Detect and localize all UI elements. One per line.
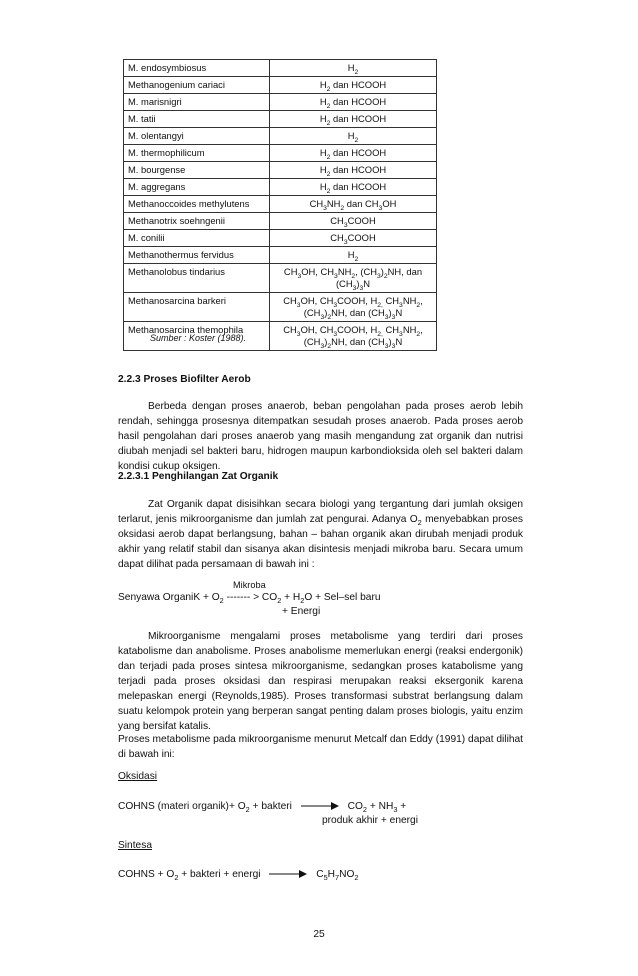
table-row: [124, 247, 437, 264]
substrate-cell: $CH_3OH$, $CH_3COOH$, $H_{2,}$ $CH_3NH_2$, $(CH_3)_2NH$, dan $(CH_3)_3N$: [270, 293, 437, 322]
table-row: [124, 293, 437, 322]
arrow-right-icon: [269, 870, 307, 878]
table-row: [124, 60, 437, 77]
species-cell: Methanosarcina themophila: [124, 322, 270, 351]
table-row: [124, 111, 437, 128]
substrate-cell: $H_2$ dan HCOOH: [270, 111, 437, 128]
substrate-cell: $H_2$ dan HCOOH: [270, 145, 437, 162]
table-row: [124, 230, 437, 247]
substrate-cell: $H_2$ dan HCOOH: [270, 162, 437, 179]
table-row: [124, 196, 437, 213]
species-cell: Methanothermus fervidus: [124, 247, 270, 264]
arrow-right-icon: [301, 802, 339, 810]
paragraph-biofilter-aerob: Berbeda dengan proses anaerob, beban pengolahan pada proses aerob lebih rendah, sehingga prosesnya ditempatkan sesudah proses anaerob. Pada proses aerob hasil pengolahan dari proses anaerob yang masih mengandung zat organik dan nutrisi diubah menjadi sel bakteri baru, hidrogen maupun karbondioksida oleh sel bakteri dalam kondisi cukup oksigen.: [118, 401, 523, 472]
species-cell: M. tatii: [124, 111, 270, 128]
paragraph-metabolisme: Mikroorganisme mengalami proses metabolisme yang terdiri dari proses katabolisme dan anabolisme. Proses anabolisme memerlukan energi (reaksi endergonik) dan terjadi pada proses sintesa mikroorganisme, sedangkan proses katabolisme yang terjadi pada proses oksidasi dan respirasi merupakan reaksi eksergonik karena melepaskan energi (Reynolds,1985). Proses transformasi substrat berlangsung dalam suatu kelompok protein yang berperan sangat penting dalam proses biologis, yaitu enzim yang bersifat katalis.: [118, 631, 523, 732]
label-sintesa: Sintesa: [118, 840, 152, 851]
substrate-cell: $H_2$ dan HCOOH: [270, 94, 437, 111]
species-cell: Methanolobus tindarius: [124, 264, 270, 293]
sintesa-reaction: [118, 868, 358, 882]
paragraph-metcalf-eddy: Proses metabolisme pada mikroorganisme menurut Metcalf dan Eddy (1991) dapat dilihat di bawah ini:: [118, 734, 523, 760]
species-cell: Methanoccoides methylutens: [124, 196, 270, 213]
oksidasi-products-line2: produk akhir + energi: [322, 815, 418, 826]
oksidasi-left: COHNS (materi organik)+ $O_2$ + bakteri: [118, 801, 292, 815]
table-row: [124, 77, 437, 94]
table-body: [124, 60, 437, 351]
substrate-cell: $H_2$ dan HCOOH: [270, 77, 437, 94]
substrate-cell: $CH_3NH_2$ dan $CH_3OH$: [270, 196, 437, 213]
species-cell: M. endosymbiosus: [124, 60, 270, 77]
oksidasi-right: $CO_2 + NH_3$ +: [347, 801, 407, 815]
substrate-cell: $CH_3OH$, $CH_3NH_2$, $(CH_3)_2NH$, dan $(CH_3)_3N$: [270, 264, 437, 293]
substrate-cell: $H_2$: [270, 247, 437, 264]
sintesa-right: $C_5H_7NO_2$: [316, 869, 359, 883]
substrate-cell: $CH_3OH$, $CH_3COOH$, $H_{2,}$ $CH_3NH_2$, $(CH_3)_2NH$, dan $(CH_3)_3N$: [270, 322, 437, 351]
species-cell: Methanotrix soehngenii: [124, 213, 270, 230]
species-cell: Methanogenium cariaci: [124, 77, 270, 94]
table-row: [124, 264, 437, 293]
sintesa-left: COHNS + $O_2$ + bakteri + energi: [118, 869, 261, 883]
table-row: [124, 162, 437, 179]
table-row: [124, 213, 437, 230]
substrate-cell: $H_2$ dan HCOOH: [270, 179, 437, 196]
species-cell: M. marisnigri: [124, 94, 270, 111]
substrate-cell: $CH_3COOH$: [270, 213, 437, 230]
species-cell: M. conilii: [124, 230, 270, 247]
species-cell: M. olentangyi: [124, 128, 270, 145]
table-row: [124, 179, 437, 196]
species-cell: M. aggregans: [124, 179, 270, 196]
species-cell: M. bourgense: [124, 162, 270, 179]
table-source: Sumber : Koster (1988).: [150, 333, 247, 343]
heading-2-2-3: 2.2.3 Proses Biofilter Aerob: [118, 374, 251, 385]
table-row: [124, 94, 437, 111]
equation-catalyst-label: Mikroba: [233, 580, 266, 590]
table-row: [124, 128, 437, 145]
species-cell: M. thermophilicum: [124, 145, 270, 162]
species-cell: Methanosarcina barkeri: [124, 293, 270, 322]
table-row: [124, 145, 437, 162]
heading-2-2-3-1: 2.2.3.1 Penghilangan Zat Organik: [118, 471, 279, 482]
substrate-cell: $H_2$: [270, 128, 437, 145]
equation-oxidation-line: Senyawa OrganiK + $O_2$ ------- > $CO_2 + H_2O + Sel-sel$ baru: [118, 592, 381, 606]
substrate-cell: $H_2$: [270, 60, 437, 77]
methanogen-substrate-table: [123, 59, 437, 351]
substrate-cell: $CH_3COOH$: [270, 230, 437, 247]
equation-energy-line: + Energi: [282, 606, 321, 617]
oksidasi-reactants: [118, 800, 406, 814]
page-number: 25: [313, 929, 325, 940]
paragraph-zat-organik: Zat Organik dapat disisihkan secara biologi yang tergantung dari jumlah oksigen terlarut, jenis mikroorganisme dan jumlah zat pengurai. Adanya $O_2$ menyebabkan proses oksidasi aerob dapat berlangsung, bahan – bahan organik akan dirubah menjadi produk akhir yang relatif stabil dan sisanya akan disintesis menjadi mikroba baru. Secara umum dapat dilihat pada persamaan di bawah ini :: [118, 499, 523, 570]
label-oksidasi: Oksidasi: [118, 771, 158, 782]
